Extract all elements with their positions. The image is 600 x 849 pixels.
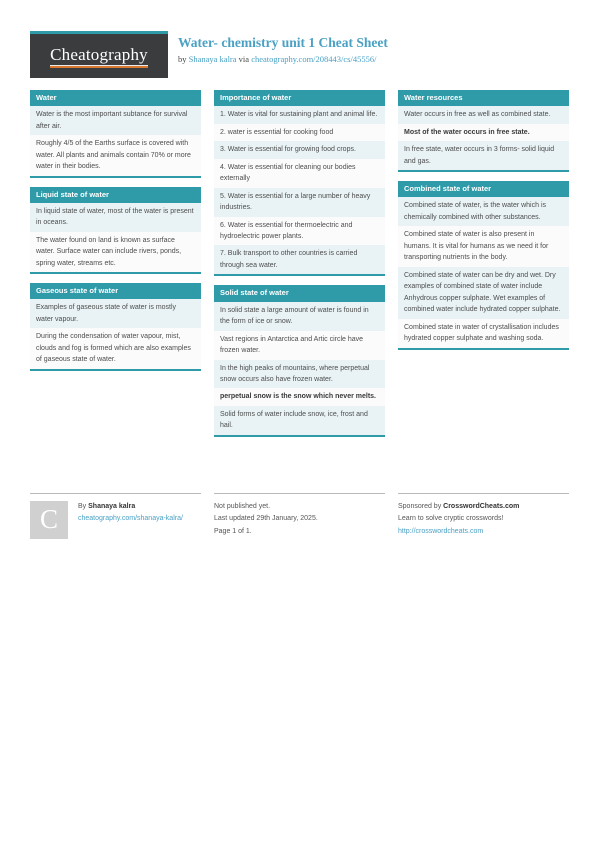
section-card [214,285,385,436]
avatar: C [30,501,68,539]
logo-underline [50,45,148,68]
section-row: 3. Water is essential for growing food crops. [214,141,385,158]
section-row: Vast regions in Antarctica and Artic circle have frozen water. [214,331,385,360]
section-row: Combined state in water of crystallisation includes hydrated copper sulphate and washing soda. [398,319,569,348]
section-row: 5. Water is essential for a large number of heavy industries. [214,188,385,217]
footer [30,493,570,539]
section-row: Solid forms of water include snow, ice, frost and hail. [214,406,385,435]
section-header: Water resources [398,90,569,106]
sponsor-name: CrosswordCheats.com [443,503,520,510]
section-row: perpetual snow is the snow which never melts. [214,388,385,405]
logo-text: Cheatography [50,44,148,64]
sponsor-prefix: Sponsored by [398,503,442,510]
column-3 [398,90,569,446]
sponsor-line [398,501,569,513]
section-row: Most of the water occurs in free state. [398,124,569,141]
column-1 [30,90,201,446]
section-card [30,187,201,275]
page-title: Water- chemistry unit 1 Cheat Sheet [178,35,388,50]
section-card [30,283,201,371]
author-link[interactable]: Shanaya kalra [188,54,237,64]
byline [178,54,388,64]
section-row: Roughly 4/5 of the Earths surface is covered with water. All plants and animals contain 70% or more water in their bodies. [30,135,201,175]
footer-by-label: By [78,503,87,510]
section-row: During the condensation of water vapour, mist, clouds and fog is formed which are also examples of gaseous state of water. [30,328,201,368]
section-row: In the high peaks of mountains, where perpetual snow occurs also have frozen water. [214,360,385,389]
section-card [214,90,385,276]
section-row: Combined state of water can be dry and wet. Dry examples of combined state of water include Anhydrous copper sulphate. Wet examples of combined water include hydrated copper sulphate. [398,267,569,319]
section-row: The water found on land is known as surface water. Surface water can include rivers, ponds, spring water, streams etc. [30,232,201,272]
footer-author-name: Shanaya kalra [88,503,136,510]
last-updated: Last updated 29th January, 2025. [214,515,318,523]
title-block [178,31,388,64]
section-row: 2. water is essential for cooking food [214,124,385,141]
section-header: Liquid state of water [30,187,201,203]
section-row: Water is the most important subtance for survival after air. [30,106,201,135]
section-row: 4. Water is essential for cleaning our bodies externally [214,159,385,188]
section-row: In liquid state of water, most of the water is present in oceans. [30,203,201,232]
cheatography-logo[interactable] [30,31,168,78]
section-row: Combined state of water is also present in humans. It is vital for humans as we need it for transporting nutrients in the body. [398,226,569,266]
section-header: Combined state of water [398,181,569,197]
section-row: 6. Water is essential for thermoelectric and hydroelectric power plants. [214,217,385,246]
section-card [398,181,569,349]
section-header: Importance of water [214,90,385,106]
sponsor-url-link[interactable]: http://crosswordcheats.com [398,527,484,535]
footer-profile-link[interactable]: cheatography.com/shanaya-kalra/ [78,515,183,523]
section-row: 1. Water is vital for sustaining plant and animal life. [214,106,385,123]
footer-status-cell [214,493,385,539]
header [30,31,572,78]
section-header: Water [30,90,201,106]
footer-author-line [78,501,183,513]
publish-status: Not published yet. [214,503,271,510]
byline-by-label: by [178,54,187,64]
byline-via-label: via [238,54,250,64]
section-row: In free state, water occurs in 3 forms- solid liquid and gas. [398,141,569,170]
footer-author-cell [30,493,201,539]
sponsor-tagline: Learn to solve cryptic crosswords! [398,515,504,523]
section-card [30,90,201,178]
section-card [398,90,569,172]
section-row: Water occurs in free as well as combined state. [398,106,569,123]
section-row: Combined state of water, is the water which is chemically combined with other substances. [398,197,569,226]
footer-sponsor-cell [398,493,569,539]
page-info: Page 1 of 1. [214,527,252,535]
section-row: 7. Bulk transport to other countries is carried through sea water. [214,245,385,274]
footer-author-meta [78,501,183,539]
section-row: Examples of gaseous state of water is mostly water vapour. [30,299,201,328]
columns-container [30,90,570,446]
section-header: Gaseous state of water [30,283,201,299]
section-header: Solid state of water [214,285,385,301]
column-2 [214,90,385,446]
section-row: In solid state a large amount of water is found in the form of ice or snow. [214,302,385,331]
source-url-link[interactable]: cheatography.com/208443/cs/45556/ [251,54,377,64]
